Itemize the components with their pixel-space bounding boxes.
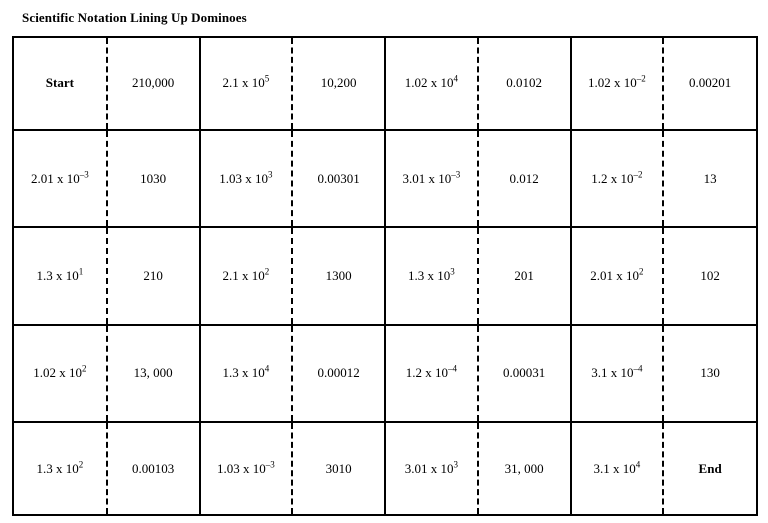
table-cell[interactable] [14,130,107,227]
table-cell[interactable] [292,38,385,130]
cell-value: 3.1 x 10 [593,460,636,476]
table-cell[interactable] [292,130,385,227]
table-cell[interactable] [14,227,107,324]
page-title: Scientific Notation Lining Up Dominoes [22,10,247,25]
cell-value: 10,200 [320,75,357,91]
cell-value: 1.02 x 10 [33,365,82,381]
table-row [14,38,756,130]
cell-exponent: –2 [636,74,646,85]
cell-value: 130 [700,365,720,381]
table-row [14,227,756,324]
table-cell[interactable] [663,422,756,514]
cell-exponent: –2 [633,169,643,180]
cell-exponent: –3 [451,169,461,180]
table-row [14,325,756,422]
cell-exponent: 4 [264,364,270,375]
cell-value: 3010 [325,460,352,476]
table-cell[interactable] [107,130,200,227]
cell-exponent: 3 [268,169,273,180]
table-cell[interactable] [14,325,107,422]
cell-value: 2.01 x 10 [31,170,80,186]
cell-value: Start [45,75,74,91]
cell-exponent: 3 [453,459,458,470]
table-cell[interactable] [478,422,571,514]
cell-value: 0.00103 [132,460,175,476]
cell-exponent: –4 [633,364,643,375]
table-cell[interactable] [571,422,664,514]
cell-value: 1.03 x 10 [217,460,266,476]
dominoes-table-container [12,36,758,516]
cell-value: 1.2 x 10 [405,365,448,381]
cell-exponent: –3 [79,169,89,180]
table-cell[interactable] [571,325,664,422]
cell-value: 0.012 [509,170,539,186]
table-cell[interactable] [107,325,200,422]
table-cell[interactable] [107,227,200,324]
table-cell[interactable] [571,130,664,227]
table-cell[interactable] [385,325,478,422]
cell-value: End [698,460,722,476]
cell-value: 201 [514,267,534,283]
table-cell[interactable] [663,227,756,324]
cell-exponent: 2 [639,266,644,277]
table-cell[interactable] [385,38,478,130]
table-cell[interactable] [478,325,571,422]
cell-value: 0.00201 [689,75,732,91]
cell-value: 1.3 x 10 [36,460,79,476]
cell-value: 1300 [325,267,352,283]
cell-value: 1.3 x 10 [222,365,265,381]
table-cell[interactable] [478,38,571,130]
cell-value: 2.1 x 10 [222,267,265,283]
table-cell[interactable] [385,422,478,514]
cell-value: 1030 [140,170,167,186]
table-row [14,422,756,514]
table-cell[interactable] [663,38,756,130]
cell-value: 3.1 x 10 [591,365,634,381]
table-cell[interactable] [478,227,571,324]
table-cell[interactable] [385,130,478,227]
table-cell[interactable] [292,422,385,514]
cell-value: 31, 000 [504,460,544,476]
table-cell[interactable] [292,325,385,422]
cell-exponent: 4 [453,74,458,85]
table-cell[interactable] [663,325,756,422]
table-cell[interactable] [571,38,664,130]
cell-value: 1.3 x 10 [408,267,451,283]
cell-value: 3.01 x 10 [404,460,454,476]
cell-value: 2.01 x 10 [590,267,639,283]
table-cell[interactable] [107,38,200,130]
cell-exponent: 2 [78,459,84,470]
cell-exponent: –3 [265,459,275,470]
table-cell[interactable] [200,227,293,324]
dominoes-table [14,38,756,514]
cell-exponent: 1 [78,266,84,277]
cell-value: 1.3 x 10 [36,267,79,283]
cell-value: 210,000 [132,75,175,91]
table-row [14,130,756,227]
table-cell[interactable] [200,38,293,130]
table-cell[interactable] [478,130,571,227]
cell-value: 1.2 x 10 [591,170,634,186]
table-cell[interactable] [14,38,107,130]
cell-exponent: 3 [450,266,455,277]
cell-value: 0.0102 [506,75,542,91]
cell-exponent: –4 [448,364,457,375]
table-cell[interactable] [14,422,107,514]
cell-value: 1.02 x 10 [588,75,637,91]
cell-value: 0.00301 [317,170,360,186]
table-cell[interactable] [200,130,293,227]
table-cell[interactable] [385,227,478,324]
cell-value: 0.00012 [317,365,360,381]
dominoes-table-body [14,38,756,514]
cell-exponent: 2 [264,266,270,277]
cell-exponent: 5 [264,74,270,85]
table-cell[interactable] [292,227,385,324]
cell-value: 102 [700,267,720,283]
cell-value: 1.03 x 10 [219,170,268,186]
cell-exponent: 2 [82,364,87,375]
cell-value: 1.02 x 10 [404,75,454,91]
cell-value: 13, 000 [133,365,173,381]
cell-value: 13 [703,170,717,186]
cell-value: 2.1 x 10 [222,75,265,91]
table-cell[interactable] [107,422,200,514]
cell-exponent: 4 [635,459,641,470]
cell-value: 0.00031 [503,365,546,381]
cell-value: 3.01 x 10 [402,170,452,186]
table-cell[interactable] [200,422,293,514]
table-cell[interactable] [200,325,293,422]
table-cell[interactable] [663,130,756,227]
table-cell[interactable] [571,227,664,324]
cell-value: 210 [143,267,163,283]
